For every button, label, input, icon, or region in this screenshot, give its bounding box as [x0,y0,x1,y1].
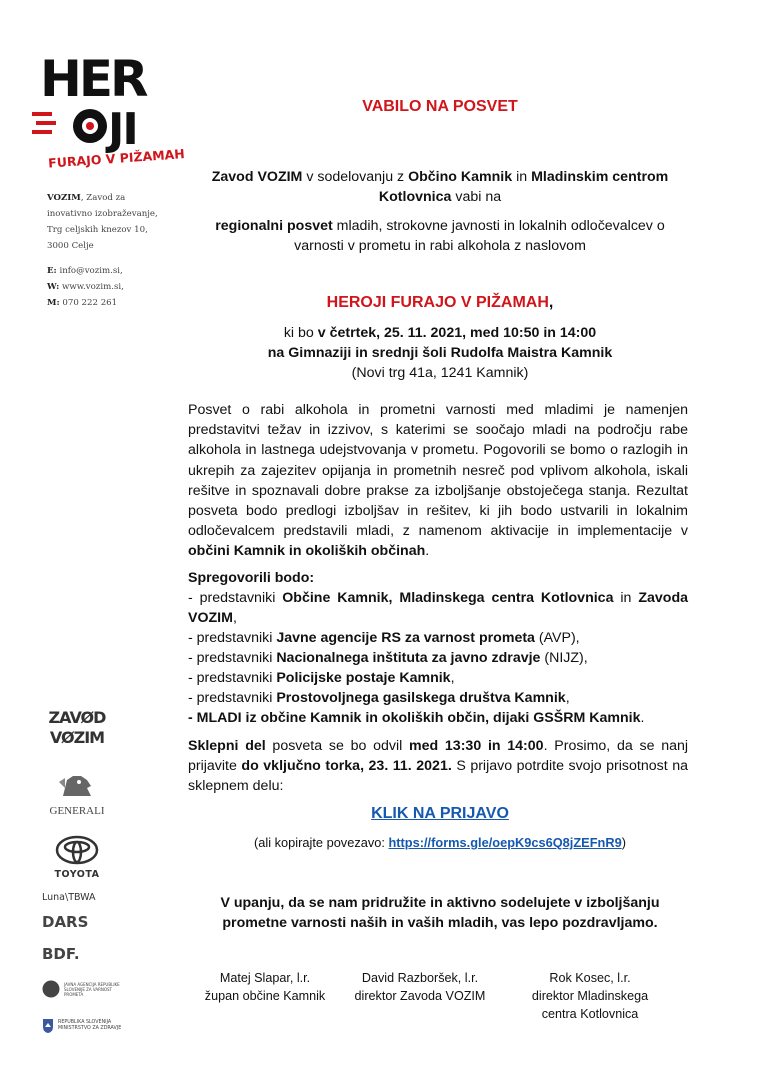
logo-line1: HER [40,50,146,108]
speaker-org: - MLADI iz občine Kamnik in okoliških občin, dijaki GSŠRM Kamnik [188,710,641,726]
body-text: Posvet o rabi alkohola in prometni varnosti med mladimi je namenjen predstavitvi težav in izzivov, s katerimi se soočajo mladi na področju rabe alkohola in lastnega udejstvovanja v prometu. Pogovorili se bomo o razlogih in ukrepih za zajezitev opijanja in prometnih nesreč pod vplivom alkohola, iskali rešitve in spoznavali dobre prakse za izboljšanje obstoječega stanja. Rezultat posveta bodo predlogi izboljšav in rešitev, ki jih bodo ustvarili in lokalnim odločevalcem predstavili mladi, z namenom aktivacije in implementacije v [188,402,688,540]
closing-bold-1: Sklepni del [188,738,266,754]
document-title: VABILO NA POSVET [362,98,518,115]
speakers-heading: Spregovorili bodo: [188,570,315,586]
dars-logo: DARS [42,913,89,931]
ministry-text: REPUBLIKA SLOVENIJA MINISTRSTVO ZA ZDRAVJE [58,1020,122,1031]
org-contacts [47,263,124,311]
body-dot: . [425,543,430,560]
speaker-org2: Zavoda VOZIM [188,590,689,626]
speaker-mid: , [450,670,455,686]
luna-tbwa-logo: Luna\TBWA [42,892,96,903]
speaker-item [188,668,688,688]
speaker-org: Policijske postaje Kamnik [276,670,451,686]
speaker-pre: - predstavniki [188,630,277,646]
signature-name: Rok Kosec, l.r. [549,971,631,985]
signature-name: David Razboršek, l.r. [361,971,479,985]
speaker-org: Nacionalnega inštituta za javno zdravje [276,650,541,666]
farewell-paragraph: V upanju, da se nam pridružite in aktivno sodelujete v izboljšanju prometne varnosti naših in vaših mladih, vas lepo pozdravljamo. [220,895,660,931]
speaker-org: Javne agencije RS za varnost prometa [276,630,535,646]
event-title-comma: , [548,294,554,311]
event-date: v četrtek, 25. 11. 2021, med 10:50 in 14:00 [317,325,597,341]
logo-tagline: FURAJO V PIŽAMAH [47,146,186,171]
signature-role: župan občine Kamnik [204,989,326,1003]
heroji-logo-graphic [30,48,186,171]
signature-block [520,969,660,1023]
bdf-logo: BDF. [42,945,80,963]
intro-text-2: in [512,169,532,185]
body-paragraph [188,400,688,562]
closing-paragraph [188,736,688,796]
body-bold-end: občini Kamnik in okoliških občinah [188,543,426,560]
slovenia-coat-of-arms-icon [42,1018,54,1034]
closing-text-3: S prijavo potrdite svojo prisotnost na sklepnem delu: [188,758,688,794]
svg-text:JI: JI [108,104,137,155]
speakers-list [188,588,688,728]
signup-url-link[interactable]: https://forms.gle/oepK9cs6Q8jZEFnR9 [388,835,622,850]
speaker-item [188,688,688,708]
speaker-org: Občine Kamnik, Mladinskega centra Kotlovnica [282,590,614,606]
intro-paragraph [200,167,680,207]
generali-logo [42,772,112,817]
avp-text: JAVNA AGENCIJA REPUBLIKE SLOVENIJE ZA VARNOST PROMETA [64,981,120,997]
avp-emblem-icon [42,980,60,998]
event-title [190,294,690,312]
contact-email-label: E: [47,266,57,276]
address-org: VOZIM [47,193,81,203]
address-line2: inovativno izobraževanje, [47,209,158,219]
intro-org-kamnik: Občino Kamnik [408,169,513,185]
intro2-bold: regionalni posvet [215,218,333,234]
signup-link-row [190,805,690,823]
lion-icon [57,772,97,800]
closing-text-1: posveta se bo odvil [265,738,410,754]
event-address: (Novi trg 41a, 1241 Kamnik) [351,365,529,381]
signup-url-post: ) [621,835,626,850]
address-line3: Trg celjskih knezov 10, [47,225,148,235]
signature-block [190,969,340,1005]
ministry-of-health-logo [42,1018,128,1034]
speaker-post: , [232,610,237,626]
generali-text: GENERALI [49,805,105,817]
speaker-pre: - predstavniki [188,670,277,686]
intro2-paragraph [200,216,680,256]
toyota-logo [42,836,112,880]
speaker-mid: . [640,710,645,726]
event-when-pre: ki bo [283,325,318,341]
signature-role: direktor Mladinskega centra Kotlovnica [531,989,649,1021]
speaker-mid: in [613,590,639,606]
address-line4: 3000 Celje [47,241,94,251]
org-address [47,190,158,254]
speaker-item [188,628,688,648]
signature-block [345,969,495,1005]
vozim-logo-bottom: VØZIM [49,728,105,747]
contact-web[interactable]: www.vozim.si, [61,282,124,292]
speaker-item [188,648,688,668]
speaker-mid: , [565,690,570,706]
signature-role: direktor Zavoda VOZIM [354,989,486,1003]
contact-email[interactable]: info@vozim.si, [59,266,123,276]
vozim-logo-top: ZAVØD [48,708,106,727]
intro-org-vozim: Zavod VOZIM [211,169,303,185]
intro-org-kotlovnica: Mladinskim centrom Kotlovnica [378,169,669,205]
speaker-pre: - predstavniki [188,650,277,666]
speakers-section [188,568,688,728]
intro2-text: mladih, strokovne javnosti in lokalnih odločevalcev o varnosti v prometu in rabi alkohola z naslovom [294,218,665,254]
event-place: na Gimnaziji in srednji šoli Rudolfa Maistra Kamnik [267,345,613,361]
avp-logo [42,980,122,998]
toyota-emblem-icon [55,836,99,864]
speaker-org: Prostovoljnega gasilskega društva Kamnik [276,690,566,706]
closing-bold-2: med 13:30 in 14:00 [409,738,544,754]
closing-bold-3: do vključno torka, 23. 11. 2021. [241,758,452,774]
closing-text-2: . Prosimo, da se nanj prijavite [188,738,689,774]
signature-name: Matej Slapar, l.r. [219,971,311,985]
intro-text-3: vabi na [451,189,502,205]
event-title-text: HEROJI FURAJO V PIŽAMAH [326,294,549,311]
address-org-rest: , Zavod za [80,193,126,203]
speaker-mid: (AVP), [534,630,580,646]
signup-url-row [190,835,690,850]
speaker-pre: - predstavniki [188,690,277,706]
toyota-text: TOYOTA [54,869,100,880]
contact-web-label: W: [47,282,60,292]
speaker-pre: - predstavniki [188,590,283,606]
heroji-logo [30,48,186,171]
event-details [190,323,690,383]
speaker-item [188,708,688,728]
contact-mobile-label: M: [47,298,60,308]
signup-url-pre: (ali kopirajte povezavo: [254,835,389,850]
speaker-mid: (NIJZ), [540,650,588,666]
signup-link[interactable]: KLIK NA PRIJAVO [371,805,509,822]
contact-mobile: 070 222 261 [62,298,118,308]
intro-text-1: v sodelovanju z [302,169,409,185]
vozim-logo [42,708,112,748]
speaker-item [188,588,688,628]
